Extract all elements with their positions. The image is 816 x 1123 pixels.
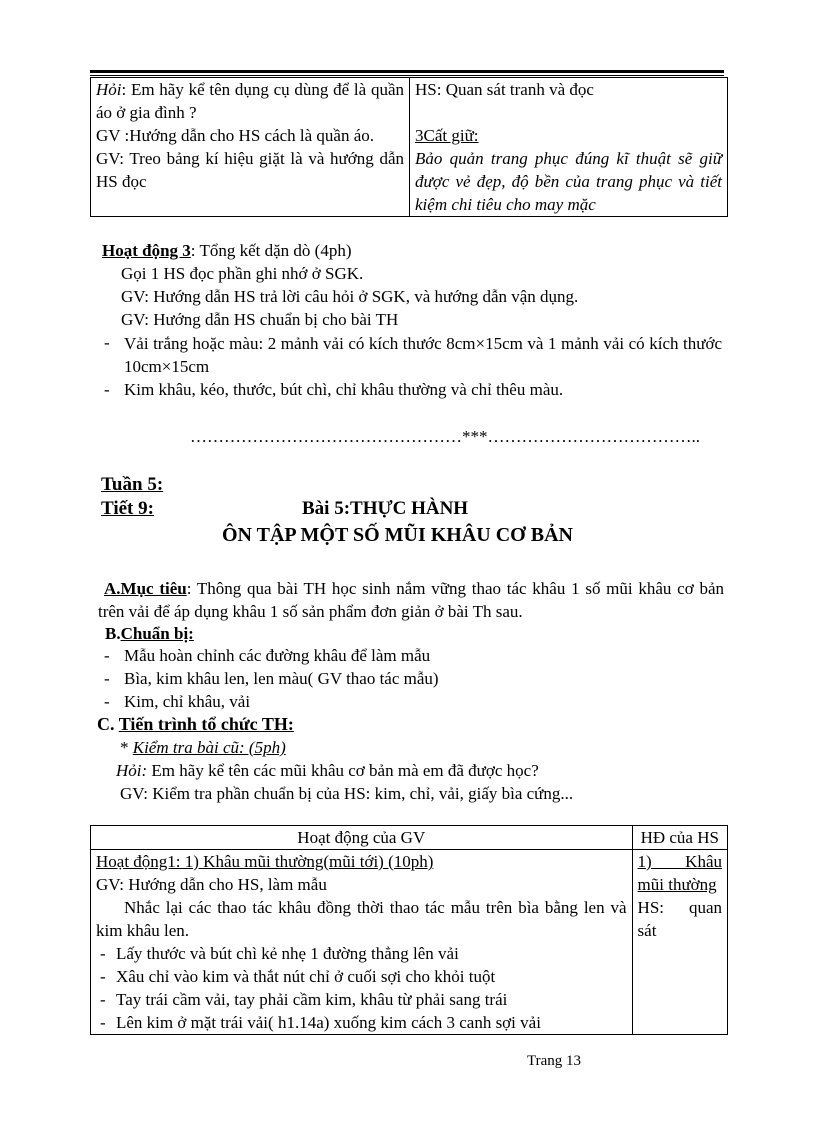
hs-activity-cell — [632, 850, 727, 1035]
storage-heading: 3Cất giữ: — [415, 126, 479, 145]
page-number: Trang 13 — [527, 1053, 582, 1069]
gv-recap-paragraph: Nhắc lại các thao tác khâu đồng thời thao tác mẫu trên bìa bằng len và kim khâu len. — [96, 898, 627, 940]
prep-heading: B.Chuẩn bị: — [105, 624, 194, 643]
lesson-subtitle: ÔN TẬP MỘT SỐ MŨI KHÂU CƠ BẢN — [222, 524, 573, 546]
step-item: - Xâu chỉ vào kim và thắt nút chỉ ở cuối sợi cho khỏi tuột — [100, 967, 496, 986]
bullet-dash: - — [104, 333, 110, 352]
storage-text: Bảo quản trang phục đúng kĩ thuật sẽ giữ được vẻ đẹp, độ bền của trang phục và tiết kiệm chi tiêu cho may mặc — [415, 149, 722, 214]
hs-observe: HS: quan sát — [637, 898, 722, 940]
activity3-line3: GV: Hướng dẫn HS chuẩn bị cho bài TH — [121, 310, 399, 329]
gv-column-header: Hoạt động của GV — [91, 826, 633, 850]
gv-board-text: GV: Treo bảng kí hiệu giặt là và hướng dẫn HS đọc — [96, 149, 404, 191]
lesson-title: Bài 5:THỰC HÀNH — [302, 498, 469, 519]
period-label: Tiết 9: — [101, 498, 154, 519]
top-table-right-cell — [410, 78, 728, 217]
step-item: - Lấy thước và bút chì kẻ nhẹ 1 đường thẳng lên vải — [100, 944, 459, 963]
old-lesson-check: * Kiểm tra bài cũ: (5ph) — [120, 738, 286, 757]
objectives-paragraph: A.Mục tiêu: Thông qua bài TH học sinh nắm vững thao tác khâu 1 số mũi khâu cơ bản trên vải để áp dụng khâu 1 số sản phẩm đơn giản ở bài Th sau. — [98, 579, 724, 621]
separator: …………………………………………***……………………………….. — [190, 427, 700, 446]
hs-stitch-title: 1) Khâu mũi thường — [637, 852, 722, 894]
gv-demo-line: GV: Hướng dẫn cho HS, làm mẫu — [96, 875, 327, 894]
step-item: - Tay trái cầm vải, tay phải cầm kim, khâu từ phải sang trái — [100, 990, 508, 1009]
activity3-title: Hoạt động 3: Tổng kết dặn dò (4ph) — [102, 241, 352, 260]
prep-item: Bìa, kim khâu len, len màu( GV thao tác mẫu) — [124, 669, 439, 688]
week-label: Tuần 5: — [101, 474, 164, 495]
hs-observe-text: HS: Quan sát tranh và đọc — [415, 80, 594, 99]
prep-item: Kim, chỉ khâu, vải — [124, 692, 251, 711]
activity3-line1: Gọi 1 HS đọc phần ghi nhớ ở SGK. — [121, 264, 364, 283]
activity1-title: Hoạt động1: 1) Khâu mũi thường(mũi tới) (10ph) — [96, 852, 434, 871]
activity3-bullet2: Kim khâu, kéo, thước, bút chì, chỉ khâu thường và chỉ thêu màu. — [124, 380, 564, 399]
bullet-dash: - — [104, 692, 110, 711]
process-gv: GV: Kiểm tra phần chuẩn bị của HS: kim, chỉ, vải, giấy bìa cứng... — [120, 784, 574, 803]
bullet-dash: - — [104, 669, 110, 688]
step-item: - Lên kim ở mặt trái vải( h1.14a) xuống kim cách 3 canh sợi vải — [100, 1013, 541, 1032]
activity3-bullet1: Vải trắng hoặc màu: 2 mảnh vải có kích thước 8cm×15cm và 1 mảnh vải có kích thước 10cm×15cm — [124, 334, 722, 376]
hs-column-header: HĐ của HS — [632, 826, 727, 850]
process-heading: C. Tiến trình tổ chức TH: — [97, 714, 294, 734]
question-text: Hỏi: Em hãy kể tên dụng cụ dùng để là quần áo ở gia đình ? — [96, 80, 404, 122]
top-table-left-cell — [91, 78, 410, 217]
gv-guide-text: GV :Hướng dẫn cho HS cách là quần áo. — [96, 126, 375, 145]
top-table — [90, 77, 728, 217]
header-rule-thin — [90, 75, 724, 76]
header-rule-thick — [90, 70, 724, 73]
activity3-line2: GV: Hướng dẫn HS trả lời câu hỏi ở SGK, và hướng dẫn vận dụng. — [121, 287, 579, 306]
gv-activity-cell — [91, 850, 633, 1035]
bullet-dash: - — [104, 380, 110, 399]
activity-table — [90, 825, 728, 1035]
prep-item: Mẫu hoàn chỉnh các đường khâu để làm mẫu — [124, 646, 431, 665]
bullet-dash: - — [104, 646, 110, 665]
process-question: Hỏi: Em hãy kể tên các mũi khâu cơ bản mà em đã được học? — [116, 761, 539, 780]
